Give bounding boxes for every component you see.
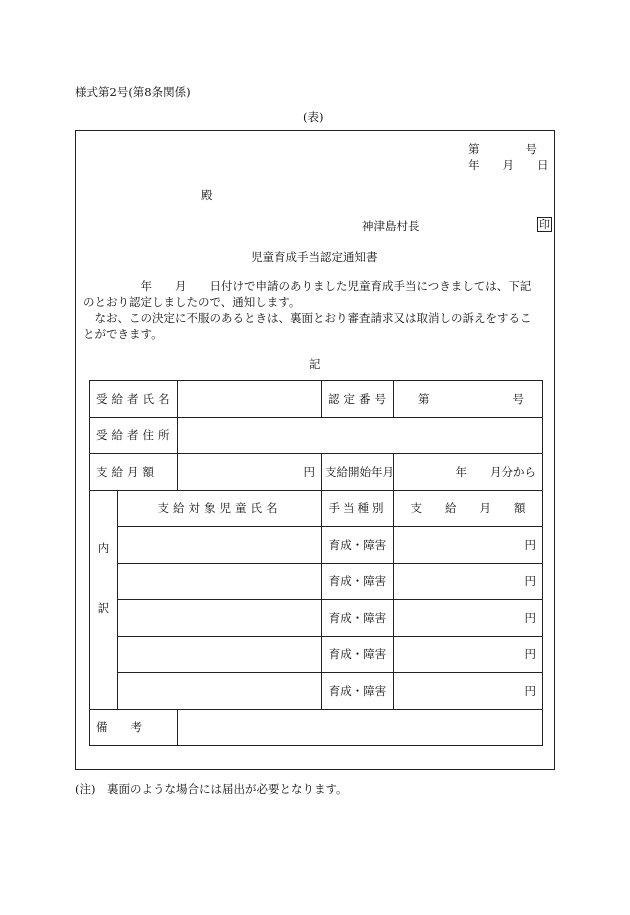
start-month-label: 支給開始年月 <box>322 454 394 491</box>
ki-heading: 記 <box>309 357 321 371</box>
child-name-field-1[interactable] <box>118 527 322 564</box>
cert-number-suffix: 号 <box>512 391 524 406</box>
monthly-amount-header: 支 給 月 額 <box>394 490 543 527</box>
seal-mark <box>537 217 552 232</box>
recipient-address-label: 受給者住所 <box>90 417 178 454</box>
allowance-type-5[interactable]: 育成・障害 <box>322 673 394 710</box>
child-row-3 <box>90 600 543 637</box>
issue-date[interactable]: 年 月 日 <box>468 158 549 172</box>
cert-number-label: 認定番号 <box>322 381 394 418</box>
addressee-suffix: 殿 <box>201 188 213 202</box>
remarks-field[interactable] <box>178 709 543 746</box>
breakdown-header-row <box>90 490 543 527</box>
paragraph-2-line-2: とができます。 <box>83 326 163 341</box>
certification-table <box>89 380 543 746</box>
recipient-address-field[interactable] <box>178 417 543 454</box>
cert-number-field[interactable] <box>394 381 543 418</box>
seal-text: 印 <box>539 218 550 231</box>
allowance-type-header: 手当種別 <box>322 490 394 527</box>
remarks-row <box>90 709 543 746</box>
breakdown-label <box>90 490 118 709</box>
allowance-type-3[interactable]: 育成・障害 <box>322 600 394 637</box>
side-label: (表) <box>303 110 324 124</box>
child-name-field-5[interactable] <box>118 673 322 710</box>
child-row-2 <box>90 563 543 600</box>
child-name-field-4[interactable] <box>118 636 322 673</box>
cert-number-prefix: 第 <box>418 391 430 406</box>
monthly-amount-field[interactable]: 円 <box>178 454 322 491</box>
footnote: (注) 裏面のような場合には届出が必要となります。 <box>75 782 348 796</box>
child-row-4 <box>90 636 543 673</box>
child-row-1 <box>90 527 543 564</box>
issuer-name: 神津島村長 <box>362 219 420 233</box>
paragraph-1-line-2: のとおり認定しましたので、通知します。 <box>83 294 301 309</box>
breakdown-label-top: 内 <box>97 540 110 555</box>
recipient-name-row <box>90 381 543 418</box>
allowance-type-4[interactable]: 育成・障害 <box>322 636 394 673</box>
notice-paragraph-2 <box>83 311 550 342</box>
recipient-address-row <box>90 417 543 454</box>
remarks-label: 備 考 <box>90 709 178 746</box>
document-title: 児童育成手当認定通知書 <box>251 250 378 264</box>
notice-paragraph-1 <box>83 279 550 310</box>
document-number[interactable]: 第 号 <box>468 142 537 156</box>
form-number: 様式第2号(第8条関係) <box>75 85 191 99</box>
start-month-field[interactable]: 年 月分から <box>394 454 543 491</box>
monthly-amount-row <box>90 454 543 491</box>
allowance-type-2[interactable]: 育成・障害 <box>322 563 394 600</box>
child-amount-field-1[interactable]: 円 <box>394 527 543 564</box>
allowance-type-1[interactable]: 育成・障害 <box>322 527 394 564</box>
child-name-field-3[interactable] <box>118 600 322 637</box>
recipient-name-label: 受給者氏名 <box>90 381 178 418</box>
paragraph-2-line-1: なお、この決定に不服のあるときは、裏面とおり審査請求又は取消しの訴えをするこ <box>83 311 532 325</box>
child-name-field-2[interactable] <box>118 563 322 600</box>
monthly-amount-label: 支給月額 <box>90 454 178 491</box>
breakdown-label-bottom: 訳 <box>97 600 110 615</box>
paragraph-1-line-1: 年 月 日付けで申請のありました児童育成手当につきましては、下記 <box>83 279 532 293</box>
recipient-name-field[interactable] <box>178 381 322 418</box>
child-amount-field-4[interactable]: 円 <box>394 636 543 673</box>
child-amount-field-3[interactable]: 円 <box>394 600 543 637</box>
child-name-header: 支給対象児童氏名 <box>118 490 322 527</box>
child-row-5 <box>90 673 543 710</box>
child-amount-field-5[interactable]: 円 <box>394 673 543 710</box>
child-amount-field-2[interactable]: 円 <box>394 563 543 600</box>
